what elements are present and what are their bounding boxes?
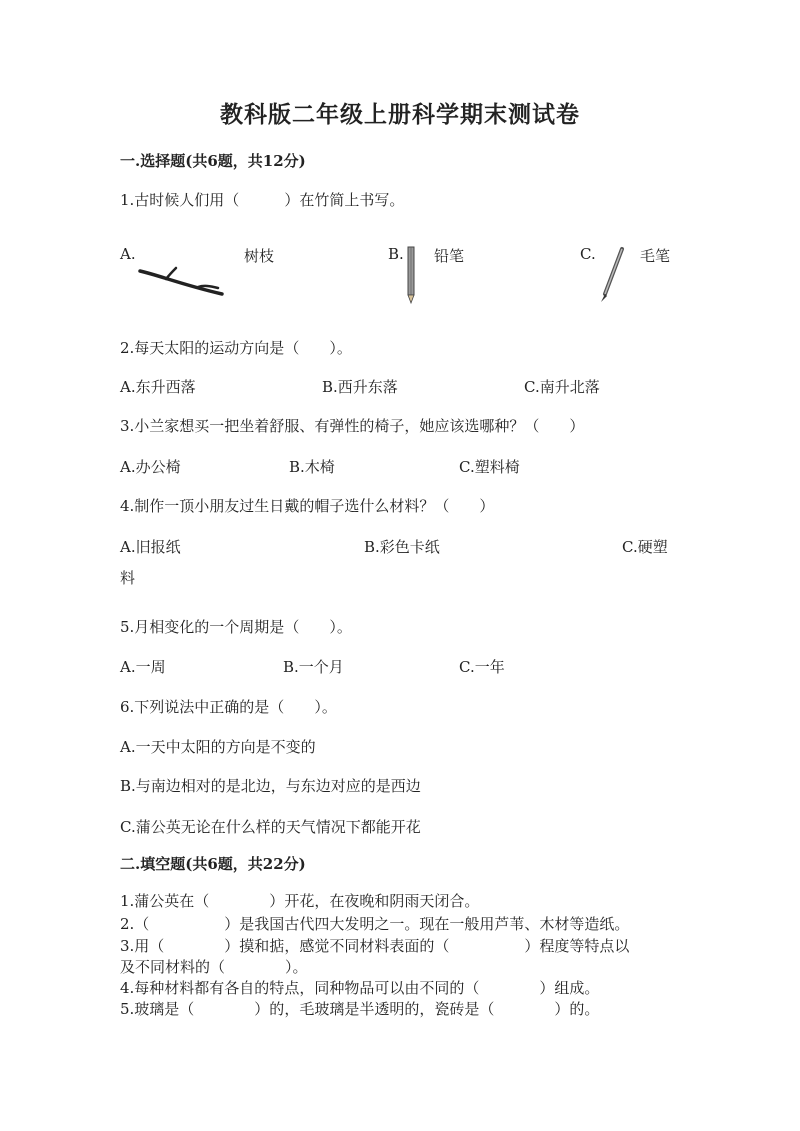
q2-option-c: C.南升北落: [524, 378, 600, 396]
pencil-icon: [404, 245, 418, 305]
q1-option-c-label: C.: [580, 245, 596, 263]
question-3: 3.小兰家想买一把坐着舒服、有弹性的椅子，她应该选哪种？（ ）: [120, 417, 585, 435]
fill-line-3-cont: 及不同材料的（ ）。: [120, 958, 308, 976]
q6-option-b: B.与南边相对的是北边，与东边对应的是西边: [120, 777, 421, 795]
q6-option-a: A.一天中太阳的方向是不变的: [120, 738, 316, 756]
page-title: 教科版二年级上册科学期末测试卷: [220, 101, 580, 128]
q3-option-b: B.木椅: [289, 458, 335, 476]
q1-option-a-caption: 树枝: [244, 247, 275, 265]
section-heading-fill: 二.填空题(共6题，共22分): [120, 855, 306, 873]
q3-option-c: C.塑料椅: [459, 458, 520, 476]
q5-option-b: B.一个月: [283, 658, 344, 676]
fill-line-3: 3.用（ ）摸和掂，感觉不同材料表面的（ ）程度等特点以: [120, 937, 630, 955]
question-2: 2.每天太阳的运动方向是（ ）。: [120, 339, 352, 357]
q4-option-a: A.旧报纸: [120, 538, 181, 556]
fill-line-2: 2.（ ）是我国古代四大发明之一。现在一般用芦苇、木材等造纸。: [120, 915, 630, 933]
fill-line-1: 1.蒲公英在（ ）开花，在夜晚和阴雨天闭合。: [120, 892, 480, 910]
q1-option-a-label: A.: [120, 245, 136, 263]
q5-option-c: C.一年: [459, 658, 505, 676]
q4-option-c: C.硬塑: [622, 538, 668, 556]
q2-option-b: B.西升东落: [322, 378, 398, 396]
q6-option-c: C.蒲公英无论在什么样的天气情况下都能开花: [120, 818, 421, 836]
branch-icon: [138, 265, 224, 299]
q1-option-b-label: B.: [388, 245, 404, 263]
fill-line-4: 4.每种材料都有各自的特点，同种物品可以由不同的（ ）组成。: [120, 979, 600, 997]
q1-option-b-caption: 铅笔: [434, 247, 465, 265]
section-heading-choice: 一.选择题(共6题，共12分): [120, 152, 306, 170]
q4-option-c-wrap: 料: [120, 569, 136, 587]
question-6: 6.下列说法中正确的是（ ）。: [120, 698, 337, 716]
q1-option-c-caption: 毛笔: [640, 247, 671, 265]
q2-option-a: A.东升西落: [120, 378, 196, 396]
q5-option-a: A.一周: [120, 658, 166, 676]
question-4: 4.制作一顶小朋友过生日戴的帽子选什么材料？（ ）: [120, 497, 495, 515]
q3-option-a: A.办公椅: [120, 458, 181, 476]
question-5: 5.月相变化的一个周期是（ ）。: [120, 618, 352, 636]
fill-line-5: 5.玻璃是（ ）的，毛玻璃是半透明的，瓷砖是（ ）的。: [120, 1000, 600, 1018]
brush-pen-icon: [598, 246, 628, 304]
question-1: 1.古时候人们用（ ）在竹简上书写。: [120, 191, 405, 209]
q4-option-b: B.彩色卡纸: [364, 538, 440, 556]
